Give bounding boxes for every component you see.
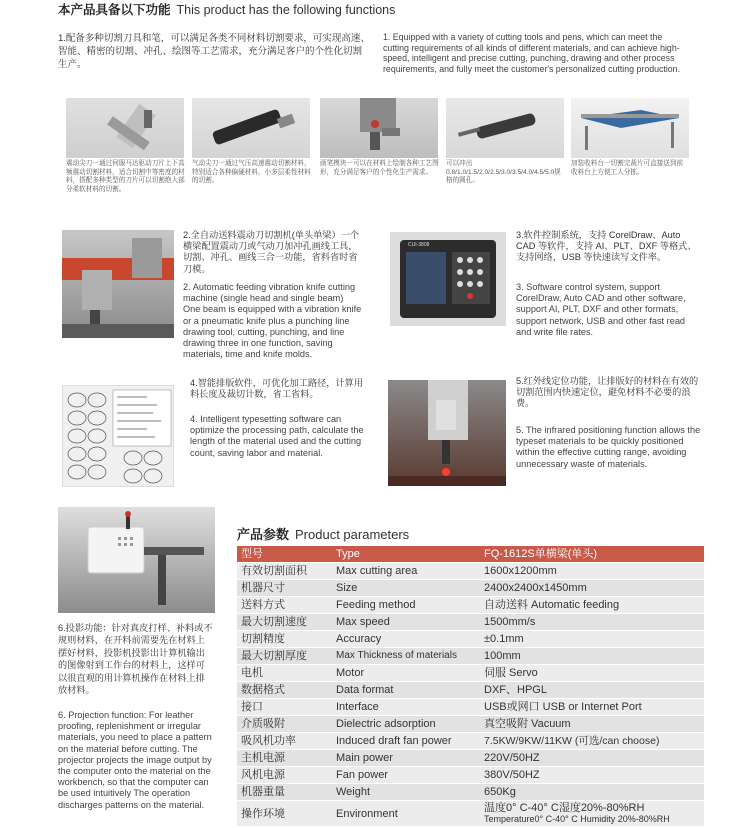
param-value: 2400x2400x1450mm bbox=[480, 580, 704, 597]
param-value: 1500mm/s bbox=[480, 614, 704, 631]
param-value: 自动送料 Automatic feeding bbox=[480, 597, 704, 614]
param-name-cn: 机器重量 bbox=[237, 784, 332, 801]
params-title: 产品参数 Product parameters bbox=[237, 527, 410, 542]
header-cell: FQ-1612S单横梁(单头) bbox=[480, 546, 704, 563]
param-value: 7.5KW/9KW/11KW (可选/can choose) bbox=[480, 733, 704, 750]
params-header-row bbox=[237, 546, 704, 563]
table-row bbox=[237, 597, 704, 614]
param-value: 220V/50HZ bbox=[480, 750, 704, 767]
feature-2-cn: 2.全自动送料震动刀切割机(单头单梁）一个横梁配置震动刀或气动刀加冲孔画线工具，切割、冲孔、画线三合一功能，省料省时省刀模。 bbox=[183, 230, 360, 274]
param-name-en: Max Thickness of materials bbox=[332, 648, 480, 665]
table-row bbox=[237, 682, 704, 699]
param-name-cn: 电机 bbox=[237, 665, 332, 682]
table-row bbox=[237, 767, 704, 784]
control-panel-photo bbox=[390, 232, 506, 326]
param-name-en: Main power bbox=[332, 750, 480, 767]
pneumatic-knife-photo bbox=[192, 98, 310, 158]
feature-5-cn: 5.红外线定位功能，让排版好的材料在有效的切割范围内快速定位，避免材料不必要的浪费。 bbox=[516, 376, 699, 409]
param-name-cn: 风机电源 bbox=[237, 767, 332, 784]
table-row bbox=[237, 580, 704, 597]
pen-module-photo bbox=[320, 98, 438, 158]
punching-tool-photo bbox=[446, 98, 564, 158]
param-name-en: Accuracy bbox=[332, 631, 480, 648]
param-name-en: Weight bbox=[332, 784, 480, 801]
table-row bbox=[237, 716, 704, 733]
feature-5-en: 5. The infrared positioning function allows the typeset materials to be quickly positioned within the effective cutting range, avoiding unnecessary waste of materials. bbox=[516, 425, 701, 469]
env-value-en: Temperature0° C-40° C Humidity 20%-80%RH bbox=[484, 814, 670, 824]
feature-4-en: 4. Intelligent typesetting software can optimize the processing path, calculate the length of the material used and the cutting count, saving labor and material. bbox=[190, 414, 364, 458]
table-row-environment bbox=[237, 801, 704, 827]
table-row bbox=[237, 665, 704, 682]
table-row bbox=[237, 648, 704, 665]
param-value: ±0.1mm bbox=[480, 631, 704, 648]
env-value-cn: 温度0° C-40° C湿度20%-80%RH bbox=[484, 802, 645, 814]
feature-6-en: 6. Projection function: For leather proofing, replenishment or irregular materials, you need to place a pattern on the material before cutting. The projector projects the image output by the computer onto the material on the workbench, so that the computer can be used intuitively The operation discharges patterns on the material. bbox=[58, 710, 212, 810]
feature-3-cn: 3.软件控制系统，支持 CorelDraw、Auto CAD 等软件，支持 AI、PLT、DXF 等格式、支持网络，USB 等快速读写文件率。 bbox=[516, 230, 697, 263]
param-name-cn: 送料方式 bbox=[237, 597, 332, 614]
param-name-cn: 切割精度 bbox=[237, 631, 332, 648]
param-name-cn: 有效切割面积 bbox=[237, 563, 332, 580]
param-name-en: Size bbox=[332, 580, 480, 597]
param-value: USB或网口 USB or Internet Port bbox=[480, 699, 704, 716]
param-value: 100mm bbox=[480, 648, 704, 665]
params-table bbox=[237, 546, 704, 827]
infrared-positioning-photo bbox=[388, 380, 506, 486]
tool-caption: 画笔模块一可以在材料上绘制各种工艺图形，充分满足客户的个性化生产需求。 bbox=[320, 160, 439, 176]
table-row bbox=[237, 699, 704, 716]
param-name-en: Feeding method bbox=[332, 597, 480, 614]
param-name-cn: 接口 bbox=[237, 699, 332, 716]
panel-label: CUI-3808 bbox=[408, 242, 430, 248]
tool-caption: 气动尖刀一通过气压高速震动切割材料，特别适合各种偏硬材料，小多层柔性材料的切割。 bbox=[192, 160, 311, 185]
section-title: 本产品具备以下功能 This product has the following functions bbox=[58, 3, 396, 17]
param-name-en: Motor bbox=[332, 665, 480, 682]
header-cell: 型号 bbox=[237, 546, 332, 563]
vibration-knife-photo bbox=[66, 98, 184, 158]
param-value: 380V/50HZ bbox=[480, 767, 704, 784]
tool-caption: 加装收料台一切割完裁片可直接送到前收料台上方便工人分拣。 bbox=[571, 160, 684, 176]
table-row bbox=[237, 614, 704, 631]
param-value: 1600x1200mm bbox=[480, 563, 704, 580]
param-name-en: Max speed bbox=[332, 614, 480, 631]
param-name-en: Max cutting area bbox=[332, 563, 480, 580]
feature-3-en: 3. Software control system, support CorelDraw, Auto CAD and other software, support AI, PLT, DXF and other formats, support network, USB and other fast read and write file rates. bbox=[516, 282, 686, 337]
param-value: DXF、HPGL bbox=[480, 682, 704, 699]
tool-caption: 震动尖刀一通过伺服马达驱动刀片上下高频震动切割材料，适合切割中等密度的材料，搭配多种类型的刀片可以切割绝大部分柔软材料的切割。 bbox=[66, 160, 185, 194]
param-name-cn: 主机电源 bbox=[237, 750, 332, 767]
param-name-en: Fan power bbox=[332, 767, 480, 784]
param-name-cn: 操作环境 bbox=[237, 801, 332, 827]
param-value bbox=[480, 801, 704, 827]
param-value: 650Kg bbox=[480, 784, 704, 801]
param-name-en: Interface bbox=[332, 699, 480, 716]
cutting-machine-photo bbox=[62, 230, 174, 338]
table-row bbox=[237, 631, 704, 648]
param-name-cn: 数据格式 bbox=[237, 682, 332, 699]
param-value: 真空吸附 Vacuum bbox=[480, 716, 704, 733]
table-row bbox=[237, 563, 704, 580]
header-cell: Type bbox=[332, 546, 480, 563]
projector-photo bbox=[58, 507, 215, 613]
param-name-en: Environment bbox=[332, 801, 480, 827]
param-name-cn: 机器尺寸 bbox=[237, 580, 332, 597]
feature-1-en: 1. Equipped with a variety of cutting tools and pens, which can meet the cutting requirements of all kinds of different materials, and can achieve high-speed, intelligent and precise cutting, punching, drawing and other process requirements, and fully meet the customer's personalized cutting production. bbox=[383, 32, 681, 74]
feature-6-cn: 6.投影功能：针对真皮打样、补料或不规则材料，在开料前需要先在材料上摆好材料，投影机投影出计算机输出的图像射到工作台的材料上，这样可以很直观的用计算机操作在材料上排放材料。 bbox=[58, 623, 213, 696]
typesetting-software-photo bbox=[62, 385, 174, 487]
param-value: 伺服 Servo bbox=[480, 665, 704, 682]
feature-4-cn: 4.智能排版软件，可优化加工路径，计算用料长度及裁切计数，省工省料。 bbox=[190, 378, 364, 400]
param-name-cn: 吸风机功率 bbox=[237, 733, 332, 750]
param-name-en: Induced draft fan power bbox=[332, 733, 480, 750]
param-name-cn: 最大切割厚度 bbox=[237, 648, 332, 665]
collecting-table-photo bbox=[571, 98, 689, 158]
feature-1-cn: 1.配备多种切割刀具和笔，可以满足各类不同材料切割要求，可实现高速、智能、精密的切割、冲孔、绘图等工艺需求，充分满足客户的个性化切割生产。 bbox=[58, 33, 370, 70]
param-name-cn: 介质吸附 bbox=[237, 716, 332, 733]
param-name-cn: 最大切割速度 bbox=[237, 614, 332, 631]
feature-2-en: 2. Automatic feeding vibration knife cutting machine (single head and single beam) One beam is equipped with a vibration knife or a pneumatic knife plus a punching line drawing tool, cutting, punching, and line drawing three in one function, saving materials, time and knife molds. bbox=[183, 282, 362, 360]
table-row bbox=[237, 784, 704, 801]
tool-caption: 可以冲出0.8/1.0/1.5/2.0/2.5/3.0/3.5/4.0/4.5/5.0规格的圆孔。 bbox=[446, 160, 561, 185]
table-row bbox=[237, 750, 704, 767]
param-name-en: Dielectric adsorption bbox=[332, 716, 480, 733]
table-row bbox=[237, 733, 704, 750]
param-name-en: Data format bbox=[332, 682, 480, 699]
